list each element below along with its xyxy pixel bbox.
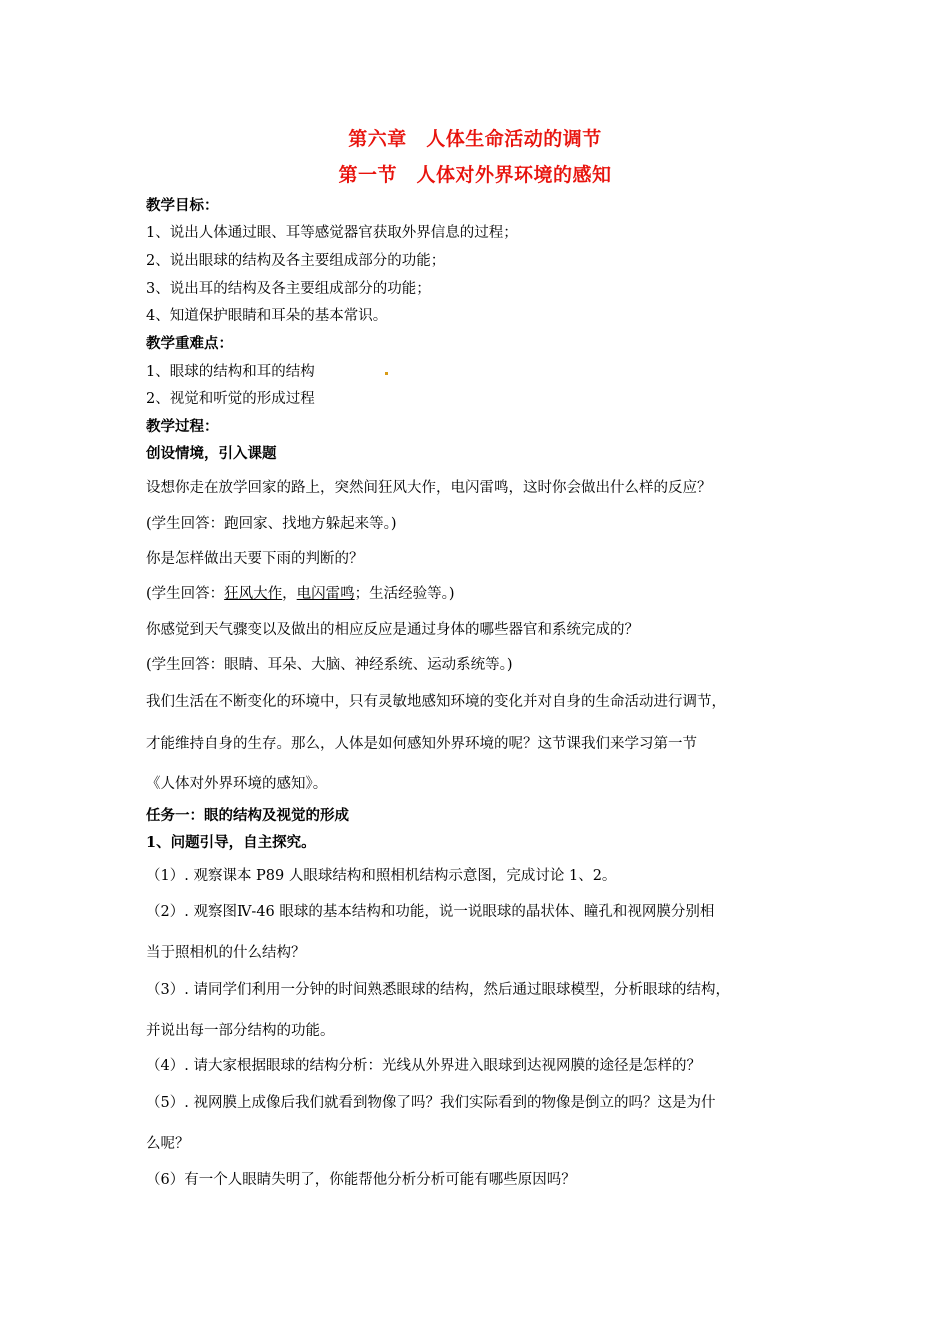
answer-2-suffix: ；生活经验等。) [354,586,455,602]
paragraph-line: 《人体对外界环境的感知》。 [146,776,328,792]
objective-item: 1、说出人体通过眼、耳等感觉器官获取外界信息的过程； [146,225,518,241]
chapter-title: 第六章 人体生命活动的调节 [348,128,602,150]
answer-2-underlined-1: 狂风大作 [224,586,283,602]
task1-line: （2）. 观察图Ⅳ-46 眼球的基本结构和功能，说一说眼球的晶状体、瞳孔和视网膜分别相 [146,904,715,920]
task1-line: （5）. 视网膜上成像后我们就看到物像了吗？我们实际看到的物像是倒立的吗？这是为什 [146,1095,716,1111]
answer-1: (学生回答：跑回家、找地方躲起来等。) [146,516,397,532]
process-heading: 教学过程： [146,418,219,435]
task1-subheading: 1、问题引导，自主探究。 [146,834,316,851]
task1-line: 当于照相机的什么结构？ [146,945,306,961]
section-title: 第一节 人体对外界环境的感知 [338,164,612,186]
objectives-heading: 教学目标： [146,197,219,214]
task1-line: 并说出每一部分结构的功能。 [146,1023,335,1039]
task1-line: （3）. 请同学们利用一分钟的时间熟悉眼球的结构，然后通过眼球模型，分析眼球的结构， [146,982,730,998]
intro-heading: 创设情境，引入课题 [146,445,277,462]
answer-2-underlined-2: 电闪雷鸣 [296,586,355,602]
task1-line: （6）有一个人眼睛失明了，你能帮他分析分析可能有哪些原因吗？ [146,1172,576,1188]
task1-line: （1）. 观察课本 P89 人眼球结构和照相机结构示意图，完成讨论 1、2。 [146,868,617,884]
objective-item: 2、说出眼球的结构及各主要组成部分的功能； [146,253,446,269]
task1-heading: 任务一：眼的结构及视觉的形成 [146,807,349,824]
stray-mark [385,372,388,375]
question-2: 你是怎样做出天要下雨的判断的？ [146,551,364,567]
answer-2-sep: ， [282,586,297,602]
answer-2-prefix: (学生回答： [146,586,225,602]
objective-item: 3、说出耳的结构及各主要组成部分的功能； [146,281,431,297]
keypoint-item: 2、视觉和听觉的形成过程 [146,391,315,407]
question-1: 设想你走在放学回家的路上，突然间狂风大作，电闪雷鸣，这时你会做出什么样的反应？ [146,480,712,496]
task1-line: 么呢？ [146,1136,190,1152]
keypoint-item: 1、眼球的结构和耳的结构 [146,364,315,380]
question-3: 你感觉到天气骤变以及做出的相应反应是通过身体的哪些器官和系统完成的？ [146,622,639,638]
keypoints-heading: 教学重难点： [146,335,233,352]
answer-2 [146,584,455,604]
paragraph-line: 我们生活在不断变化的环境中，只有灵敏地感知环境的变化并对自身的生命活动进行调节， [146,694,726,710]
task1-line: （4）. 请大家根据眼球的结构分析：光线从外界进入眼球到达视网膜的途径是怎样的？ [146,1058,701,1074]
answer-3: (学生回答：眼睛、耳朵、大脑、神经系统、运动系统等。) [146,657,513,673]
objective-item: 4、知道保护眼睛和耳朵的基本常识。 [146,308,388,324]
paragraph-line: 才能维持自身的生存。那么，人体是如何感知外界环境的呢？这节课我们来学习第一节 [146,736,697,752]
